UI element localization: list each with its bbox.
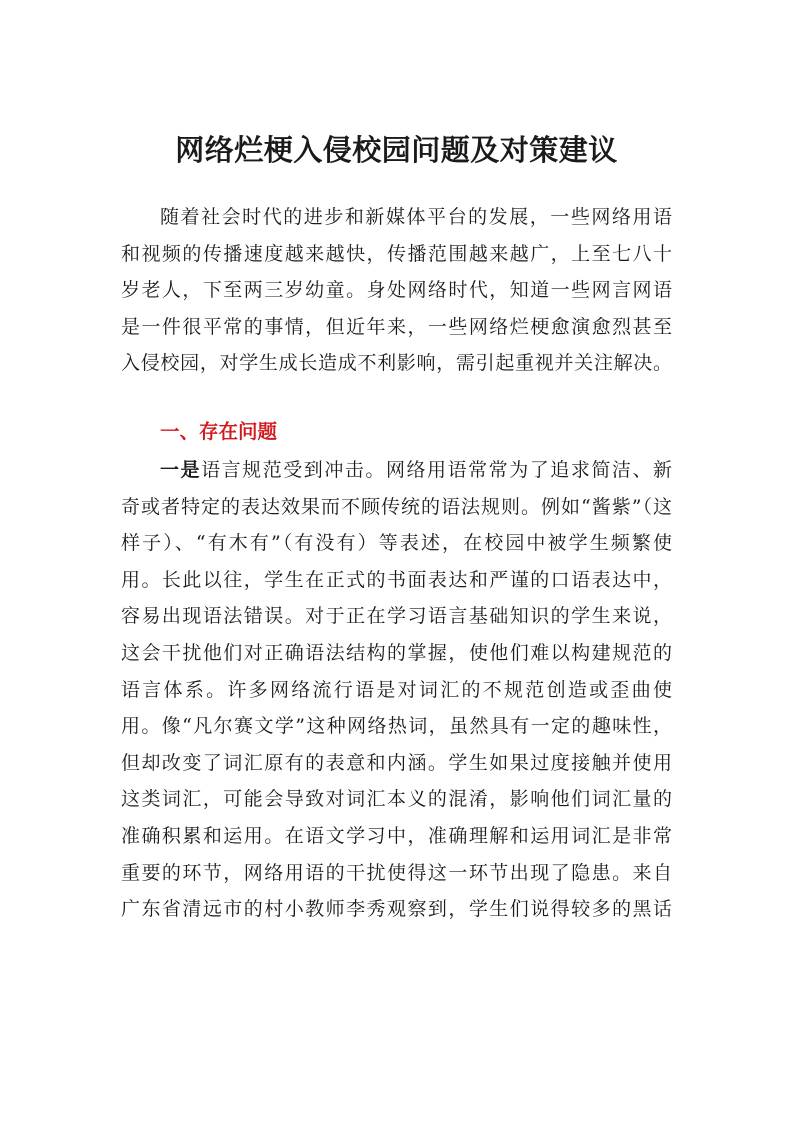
intro-line: 入侵校园，对学生成长造成不利影响，需引起重视并关注解决。 [121, 352, 672, 375]
section1-line: 语言体系。许多网络流行语是对词汇的不规范创造或歪曲使 [121, 678, 672, 701]
section1-line: 用。长此以往，学生在正式的书面表达和严谨的口语表达中， [121, 568, 672, 591]
section1-line: 广东省清远市的村小教师李秀观察到，学生们说得较多的黑话 [121, 898, 672, 921]
section1-paragraph [121, 452, 672, 928]
section1-line: 样子）、“有木有”（有没有）等表述，在校园中被学生频繁使 [121, 532, 672, 555]
section1-line: 准确积累和运用。在语文学习中，准确理解和运用词汇是非常 [121, 824, 672, 847]
intro-line: 随着社会时代的进步和新媒体平台的发展，一些网络用语 [160, 206, 672, 228]
section1-line: 重要的环节，网络用语的干扰使得这一环节出现了隐患。来自 [121, 861, 672, 884]
section1-line: 容易出现语法错误。对于正在学习语言基础知识的学生来说， [121, 605, 672, 628]
section1-first-line [121, 452, 672, 489]
intro-line: 和视频的传播速度越来越快，传播范围越来越广，上至七八十 [121, 242, 672, 265]
section1-line: 这类词汇，可能会导致对词汇本义的混淆，影响他们词汇量的 [121, 788, 672, 811]
section1-first-line-text: 语言规范受到冲击。网络用语常常为了追求简洁、新 [201, 459, 672, 481]
section1-line: 但却改变了词汇原有的表意和内涵。学生如果过度接触并使用 [121, 751, 672, 774]
section-heading: 一、存在问题 [160, 420, 278, 443]
intro-line: 岁老人，下至两三岁幼童。身处网络时代，知道一些网言网语 [121, 279, 672, 302]
section1-line: 这会干扰他们对正确语法结构的掌握，使他们难以构建规范的 [121, 641, 672, 664]
intro-paragraph [121, 199, 672, 382]
section1-lead: 一是 [160, 459, 202, 481]
document-title: 网络烂梗入侵校园问题及对策建议 [175, 133, 618, 167]
section1-line: 奇或者特定的表达效果而不顾传统的语法规则。例如“酱紫”（这 [121, 495, 672, 518]
intro-line: 是一件很平常的事情，但近年来，一些网络烂梗愈演愈烈甚至 [121, 315, 672, 338]
section1-line: 用。像“凡尔赛文学”这种网络热词，虽然具有一定的趣味性， [121, 715, 672, 738]
